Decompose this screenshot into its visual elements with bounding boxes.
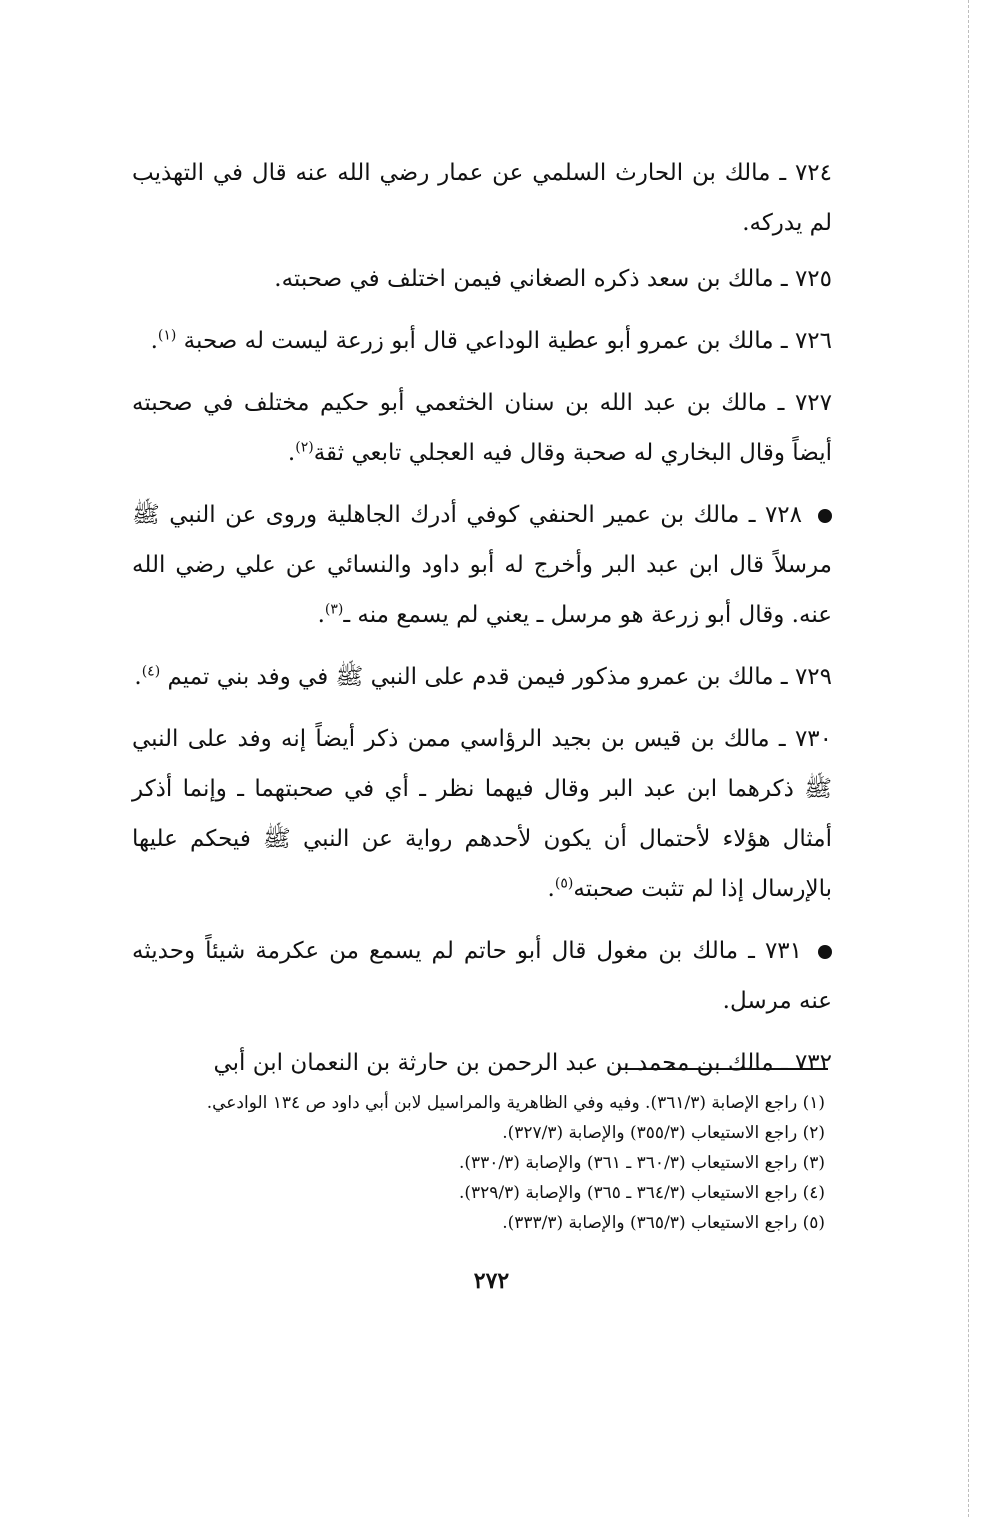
entry-text: ٧٣١ ـ مالك بن مغول قال أبو حاتم لم يسمع من عكرمة شيئاً وحديثه عنه مرسل.: [132, 938, 832, 1014]
entry-text: ٧٢٧ ـ مالك بن عبد الله بن سنان الخثعمي أبو حكيم مختلف في صحبته أيضاً وقال البخاري له صحبة وقال فيه العجلي تابعي ثقة: [132, 390, 832, 466]
footnote-4: (٤) راجع الاستيعاب (٣٦٤/٣ ـ ٣٦٥) والإصابة (٣٢٩/٣).: [458, 1183, 825, 1203]
entries-list: [132, 148, 832, 1100]
footnote-ref: (٤): [141, 663, 161, 680]
entry-725: [132, 254, 832, 304]
entry-text: ٧٢٦ ـ مالك بن عمرو أبو عطية الوداعي قال أبو زرعة ليست له صحبة: [183, 328, 832, 354]
entry-text: ٧٢٤ ـ مالك بن الحارث السلمي عن عمار رضي الله عنه قال في التهذيب لم يدركه.: [132, 160, 832, 236]
entry-tail: .: [134, 664, 142, 690]
bullet-dot-icon: [818, 509, 832, 523]
entry-text: ٧٢٨ ـ مالك بن عمير الحنفي كوفي أدرك الجاهلية وروى عن النبي ﷺ مرسلاً قال ابن عبد البر وأخرج له أبو داود والنسائي عن علي رضي الله عنه. وقال أبو زرعة هو مرسل ـ يعني لم يسمع منه ـ: [132, 502, 832, 628]
entry-text: ٧٣٢ ـ مالك بن محمد بن عبد الرحمن بن حارثة بن النعمان ابن أبي: [213, 1050, 832, 1076]
entry-text: ٧٢٩ ـ مالك بن عمرو مذكور فيمن قدم على النبي ﷺ في وفد بني تميم: [167, 664, 832, 690]
footnotes-list: [150, 1088, 825, 1238]
footnote-ref: (٣): [324, 601, 344, 618]
entry-732: [132, 1038, 832, 1088]
entry-730: [132, 714, 832, 914]
entry-tail: .: [287, 440, 296, 466]
entry-text: ٧٣٠ ـ مالك بن قيس بن بجيد الرؤاسي ممن ذكر أيضاً إنه وفد على النبي ﷺ ذكرهما ابن عبد البر وقال فيهما نظر ـ أي في صحبتهما ـ وإنما أذكر أمثال هؤلاء لأحتمال أن يكون لأحدهم رواية عن النبي ﷺ فيحكم عليها بالإرسال إذا لم تثبت صحبته: [132, 726, 832, 902]
footnote-3: (٣) راجع الاستيعاب (٣٦٠/٣ ـ ٣٦١) والإصابة (٣٣٠/٣).: [458, 1153, 825, 1173]
footnote-ref: (٥): [554, 875, 574, 892]
entry-731: [132, 926, 832, 1026]
entry-tail: .: [150, 328, 158, 354]
entry-tail: .: [547, 876, 555, 902]
entry-text: ٧٢٥ ـ مالك بن سعد ذكره الصغاني فيمن اختلف في صحبته.: [274, 266, 832, 292]
bullet-dot-icon: [818, 945, 832, 959]
page-number: ٢٧٢: [473, 1268, 510, 1294]
footnote-ref: (٢): [295, 439, 314, 456]
entry-726: [132, 316, 832, 366]
footnote-2: (٢) راجع الاستيعاب (٣٥٥/٣) والإصابة (٣٢٧/٣).: [502, 1123, 825, 1143]
entry-tail: .: [317, 602, 325, 628]
entry-724: [132, 148, 832, 248]
entry-728: [132, 490, 832, 640]
footnote-1: (١) راجع الإصابة (٣٦١/٣). وفيه وفي الظاهرية والمراسيل لابن أبي داود ص ١٣٤ الوادعي.: [206, 1093, 825, 1113]
entry-729: [132, 652, 832, 702]
footnote-divider: [618, 1068, 828, 1070]
footnote-5: (٥) راجع الاستيعاب (٣٦٥/٣) والإصابة (٣٣٣/٣).: [502, 1213, 825, 1233]
footnote-ref: (١): [157, 327, 177, 344]
entry-727: [132, 378, 832, 478]
